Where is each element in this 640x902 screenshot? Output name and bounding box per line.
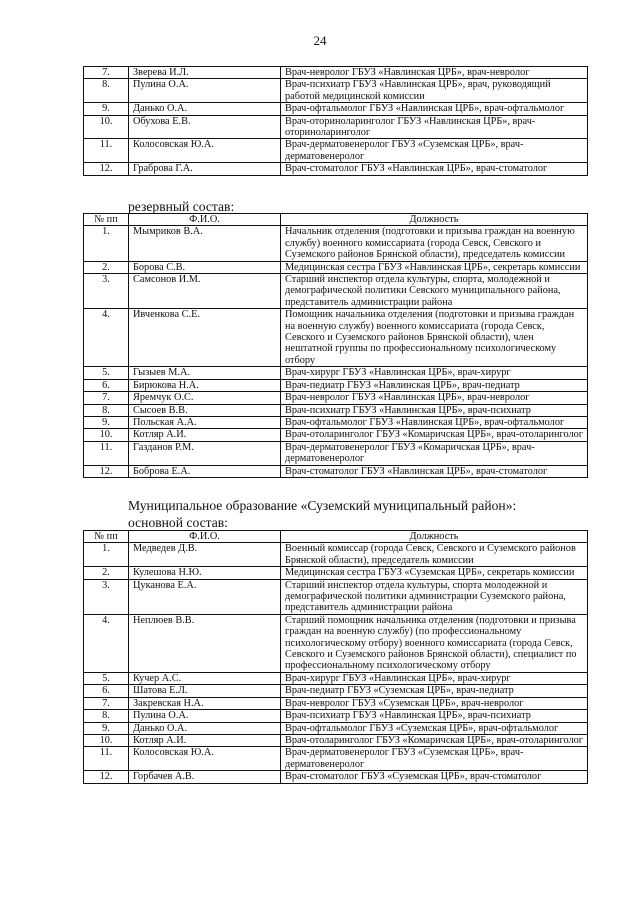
row-number: 8. [84, 404, 129, 416]
member-name: Гызыев М.А. [129, 367, 281, 379]
member-position: Старший инспектор отдела культуры, спорта молодежной и демографической политики администрации Суземского района, представитель администрации района [281, 579, 588, 614]
member-name: Обухова Е.В. [129, 115, 281, 139]
reserve-heading: резервный состав: [128, 199, 235, 214]
member-position: Врач-педиатр ГБУЗ «Навлинская ЦРБ», врач-педиатр [281, 379, 588, 391]
main-composition-heading: основной состав: [128, 515, 228, 530]
member-position: Врач-офтальмолог ГБУЗ «Суземская ЦРБ», врач-офтальмолог [281, 722, 588, 734]
table-row [84, 614, 588, 672]
table-row [84, 543, 588, 567]
row-number: 5. [84, 367, 129, 379]
member-position: Медицинская сестра ГБУЗ «Навлинская ЦРБ», секретарь комиссии [281, 261, 588, 273]
member-name: Газданов Р.М. [129, 441, 281, 465]
row-number: 10. [84, 429, 129, 441]
member-position: Врач-офтальмолог ГБУЗ «Навлинская ЦРБ», врач-офтальмолог [281, 103, 588, 115]
row-number: 1. [84, 543, 129, 567]
member-position: Врач-невролог ГБУЗ «Навлинская ЦРБ», врач-невролог [281, 392, 588, 404]
table-row [84, 115, 588, 139]
member-name: Сысоев В.В. [129, 404, 281, 416]
member-position: Врач-офтальмолог ГБУЗ «Навлинская ЦРБ», врач-офтальмолог [281, 416, 588, 428]
table-row [84, 261, 588, 273]
row-number: 7. [84, 697, 129, 709]
table-row [84, 309, 588, 367]
member-name: Мымриков В.А. [129, 226, 281, 261]
member-position: Медицинская сестра ГБУЗ «Суземская ЦРБ», секретарь комиссии [281, 567, 588, 579]
member-name: Кучер А.С. [129, 672, 281, 684]
member-position: Врач-психиатр ГБУЗ «Навлинская ЦРБ», врач, руководящий работой медицинской комиссии [281, 79, 588, 103]
commission-table-suzemka-main [83, 530, 588, 784]
row-number: 3. [84, 579, 129, 614]
table-header-row [84, 214, 588, 226]
row-number: 4. [84, 309, 129, 367]
member-position: Начальник отделения (подготовки и призыва граждан на военную службу) военного комиссариата (города Севск, Севского и Суземского районов Брянской области), председатель комиссии [281, 226, 588, 261]
table-row [84, 747, 588, 771]
row-number: 3. [84, 274, 129, 309]
member-name: Граброва Г.А. [129, 163, 281, 175]
row-number: 10. [84, 115, 129, 139]
row-number: 7. [84, 67, 129, 79]
member-name: Яремчук О.С. [129, 392, 281, 404]
member-position: Старший помощник начальника отделения (подготовки и призыва граждан на военную службу) (по профессиональному психологическому отбору) военного комиссариата (города Севск, Севского и Суземского районов Брянской области), специалист по профессиональному психологическому отбору [281, 614, 588, 672]
table-row [84, 734, 588, 746]
row-number: 9. [84, 722, 129, 734]
row-number: 9. [84, 416, 129, 428]
table-row [84, 579, 588, 614]
member-name: Данько О.А. [129, 722, 281, 734]
row-number: 2. [84, 261, 129, 273]
table-row [84, 441, 588, 465]
member-position: Военный комиссар (города Севск, Севского и Суземского районов Брянской области), председатель комиссии [281, 543, 588, 567]
member-position: Врач-педиатр ГБУЗ «Суземская ЦРБ», врач-педиатр [281, 685, 588, 697]
member-position: Старший инспектор отдела культуры, спорта, молодежной и демографической политики Севского муниципального района, представитель администрации района [281, 274, 588, 309]
header-position: Должность [281, 214, 588, 226]
member-position: Врач-дерматовенеролог ГБУЗ «Суземская ЦРБ», врач-дерматовенеролог [281, 139, 588, 163]
member-name: Зверева И.Л. [129, 67, 281, 79]
member-name: Неплюев В.В. [129, 614, 281, 672]
table-row [84, 710, 588, 722]
member-name: Шатова Е.Л. [129, 685, 281, 697]
member-name: Самсонов И.М. [129, 274, 281, 309]
table-row [84, 79, 588, 103]
member-name: Цуканова Е.А. [129, 579, 281, 614]
commission-table-reserve [83, 213, 588, 478]
row-number: 12. [84, 163, 129, 175]
table-row [84, 465, 588, 477]
row-number: 8. [84, 710, 129, 722]
table-row [84, 67, 588, 79]
member-position: Врач-стоматолог ГБУЗ «Навлинская ЦРБ», врач-стоматолог [281, 465, 588, 477]
table-row [84, 226, 588, 261]
member-name: Данько О.А. [129, 103, 281, 115]
table-row [84, 103, 588, 115]
member-position: Врач-хирург ГБУЗ «Навлинская ЦРБ», врач-хирург [281, 367, 588, 379]
member-position: Врач-хирург ГБУЗ «Навлинская ЦРБ», врач-хирург [281, 672, 588, 684]
row-number: 11. [84, 441, 129, 465]
table-row [84, 416, 588, 428]
table-row [84, 672, 588, 684]
member-name: Колосовская Ю.А. [129, 747, 281, 771]
member-name: Горбачев А.В. [129, 771, 281, 783]
member-position: Врач-невролог ГБУЗ «Навлинская ЦРБ», врач-невролог [281, 67, 588, 79]
header-num: № пп [84, 214, 129, 226]
member-name: Кулешова Н.Ю. [129, 567, 281, 579]
page-number: 24 [313, 33, 327, 48]
row-number: 6. [84, 685, 129, 697]
member-name: Борова С.В. [129, 261, 281, 273]
row-number: 8. [84, 79, 129, 103]
table-row [84, 771, 588, 783]
row-number: 12. [84, 465, 129, 477]
table-row [84, 163, 588, 175]
table-row [84, 429, 588, 441]
member-position: Врач-психиатр ГБУЗ «Навлинская ЦРБ», врач-психиатр [281, 404, 588, 416]
table-row [84, 139, 588, 163]
row-number: 10. [84, 734, 129, 746]
row-number: 11. [84, 747, 129, 771]
row-number: 12. [84, 771, 129, 783]
row-number: 4. [84, 614, 129, 672]
member-name: Пулина О.А. [129, 79, 281, 103]
member-position: Врач-психиатр ГБУЗ «Навлинская ЦРБ», врач-психиатр [281, 710, 588, 722]
table-row [84, 404, 588, 416]
header-name: Ф.И.О. [129, 214, 281, 226]
member-position: Врач-дерматовенеролог ГБУЗ «Комаричская ЦРБ», врач-дерматовенеролог [281, 441, 588, 465]
header-position: Должность [281, 531, 588, 543]
member-name: Польская А.А. [129, 416, 281, 428]
member-position: Врач-дерматовенеролог ГБУЗ «Суземская ЦРБ», врач-дерматовенеролог [281, 747, 588, 771]
commission-table-main-continued [83, 66, 588, 176]
row-number: 9. [84, 103, 129, 115]
table-row [84, 392, 588, 404]
row-number: 2. [84, 567, 129, 579]
member-position: Врач-невролог ГБУЗ «Суземская ЦРБ», врач-невролог [281, 697, 588, 709]
member-position: Помощник начальника отделения (подготовки и призыва граждан на военную службу) военного комиссариата (города Севск, Севского и Суземского районов Брянской области), член нештатной группы по профессиональному психологическому отбору [281, 309, 588, 367]
member-position: Врач-оториноларинголог ГБУЗ «Навлинская ЦРБ», врач-оториноларинголог [281, 115, 588, 139]
member-position: Врач-стоматолог ГБУЗ «Навлинская ЦРБ», врач-стоматолог [281, 163, 588, 175]
member-name: Медведев Д.В. [129, 543, 281, 567]
table-row [84, 722, 588, 734]
row-number: 6. [84, 379, 129, 391]
table-header-row [84, 531, 588, 543]
table-row [84, 367, 588, 379]
municipality-heading: Муниципальное образование «Суземский муниципальный район»: [128, 498, 517, 513]
table-row [84, 274, 588, 309]
row-number: 7. [84, 392, 129, 404]
table-row [84, 685, 588, 697]
row-number: 1. [84, 226, 129, 261]
member-name: Ивченкова С.Е. [129, 309, 281, 367]
member-name: Котляр А.И. [129, 734, 281, 746]
row-number: 5. [84, 672, 129, 684]
member-name: Бирюкова Н.А. [129, 379, 281, 391]
row-number: 11. [84, 139, 129, 163]
header-name: Ф.И.О. [129, 531, 281, 543]
member-position: Врач-отоларинголог ГБУЗ «Комаричская ЦРБ», врач-отоларинголог [281, 429, 588, 441]
member-position: Врач-стоматолог ГБУЗ «Суземская ЦРБ», врач-стоматолог [281, 771, 588, 783]
table-row [84, 567, 588, 579]
member-name: Пулина О.А. [129, 710, 281, 722]
header-num: № пп [84, 531, 129, 543]
table-row [84, 697, 588, 709]
member-position: Врач-отоларинголог ГБУЗ «Комаричская ЦРБ», врач-отоларинголог [281, 734, 588, 746]
member-name: Боброва Е.А. [129, 465, 281, 477]
table-row [84, 379, 588, 391]
member-name: Закревская Н.А. [129, 697, 281, 709]
member-name: Колосовская Ю.А. [129, 139, 281, 163]
member-name: Котляр А.И. [129, 429, 281, 441]
